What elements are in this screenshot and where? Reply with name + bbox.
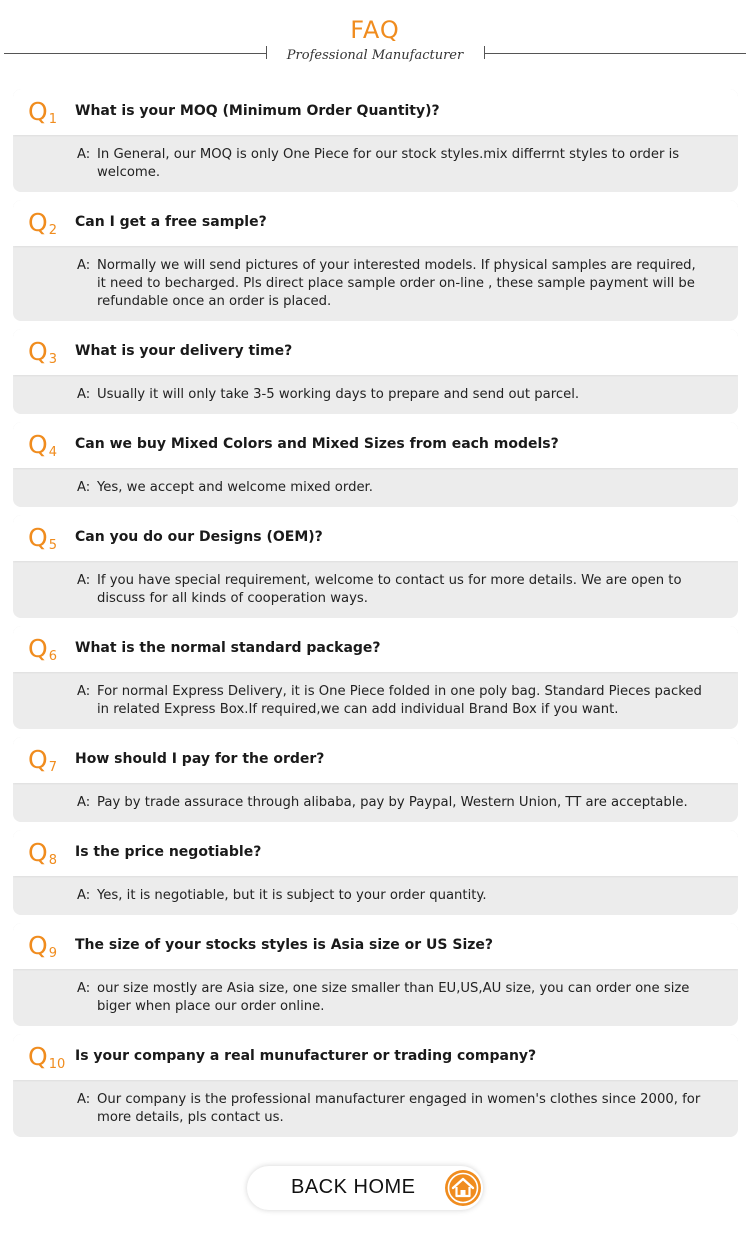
answer-text: In General, our MOQ is only One Piece for our stock styles.mix differrnt styles to order is welcome. (97, 147, 680, 180)
faq-header (0, 0, 750, 80)
faq-list (13, 89, 738, 1145)
faq-item-9 (13, 923, 738, 1026)
question-row (13, 737, 738, 783)
question-mark: Q1 (28, 97, 57, 127)
question-number: 6 (48, 649, 57, 664)
question-mark: Q6 (28, 634, 57, 664)
question-text: What is your MOQ (Minimum Order Quantity)? (75, 103, 440, 119)
answer-prefix: A: (77, 573, 91, 588)
answer-prefix: A: (77, 258, 91, 273)
faq-item-3 (13, 329, 738, 414)
back-home-label: BACK HOME (291, 1176, 416, 1198)
answer-row (13, 561, 738, 618)
answer-row (13, 672, 738, 729)
answer-prefix: A: (77, 147, 91, 162)
back-home-button[interactable] (247, 1166, 483, 1210)
answer-text: Usually it will only take 3-5 working days to prepare and send out parcel. (97, 387, 580, 402)
question-number: 3 (48, 352, 57, 367)
question-mark: Q5 (28, 523, 57, 553)
answer-prefix: A: (77, 888, 91, 903)
faq-item-7 (13, 737, 738, 822)
answer-text: Yes, we accept and welcome mixed order. (97, 480, 373, 495)
question-number: 2 (48, 223, 57, 238)
question-text: Can you do our Designs (OEM)? (75, 529, 323, 545)
answer-row (13, 783, 738, 822)
answer-row (13, 1080, 738, 1137)
question-row (13, 200, 738, 246)
faq-item-5 (13, 515, 738, 618)
page-title: FAQ (350, 16, 400, 44)
answer-text: Pay by trade assurace through alibaba, pay by Paypal, Western Union, TT are acceptable. (97, 795, 688, 810)
question-mark: Q8 (28, 838, 57, 868)
faq-item-6 (13, 626, 738, 729)
question-row (13, 626, 738, 672)
question-number: 7 (48, 760, 57, 775)
question-number: 10 (48, 1057, 66, 1072)
question-text: Is your company a real munufacturer or trading company? (75, 1048, 537, 1064)
faq-item-1 (13, 89, 738, 192)
question-row (13, 329, 738, 375)
answer-prefix: A: (77, 795, 91, 810)
answer-row (13, 468, 738, 507)
answer-text: Normally we will send pictures of your interested models. If physical samples are required, it need to becharged. Pls direct place sample order on-line , these sample payment will be refundable once an order is placed. (97, 258, 696, 309)
question-row (13, 923, 738, 969)
answer-text: Yes, it is negotiable, but it is subject to your order quantity. (97, 888, 487, 903)
question-mark: Q4 (28, 430, 57, 460)
answer-row (13, 135, 738, 192)
answer-prefix: A: (77, 387, 91, 402)
question-mark: Q10 (28, 1042, 66, 1072)
answer-row (13, 375, 738, 414)
question-row (13, 830, 738, 876)
answer-text: our size mostly are Asia size, one size smaller than EU,US,AU size, you can order one size biger when place our order online. (97, 981, 690, 1014)
question-mark: Q7 (28, 745, 57, 775)
question-number: 9 (48, 946, 57, 961)
question-number: 8 (48, 853, 57, 868)
faq-item-10 (13, 1034, 738, 1137)
answer-prefix: A: (77, 981, 91, 996)
question-mark: Q3 (28, 337, 57, 367)
question-text: What is the normal standard package? (75, 640, 381, 656)
answer-prefix: A: (77, 684, 91, 699)
question-number: 4 (48, 445, 57, 460)
answer-text: Our company is the professional manufacturer engaged in women's clothes since 2000, for more details, pls contact us. (97, 1092, 701, 1125)
answer-row (13, 876, 738, 915)
answer-row (13, 246, 738, 321)
question-row (13, 515, 738, 561)
answer-prefix: A: (77, 1092, 91, 1107)
answer-prefix: A: (77, 480, 91, 495)
question-mark: Q9 (28, 931, 57, 961)
question-mark: Q2 (28, 208, 57, 238)
question-text: Can I get a free sample? (75, 214, 267, 230)
question-text: Can we buy Mixed Colors and Mixed Sizes from each models? (75, 436, 559, 452)
question-number: 1 (48, 112, 57, 127)
question-text: What is your delivery time? (75, 343, 293, 359)
question-row (13, 89, 738, 135)
faq-item-4 (13, 422, 738, 507)
answer-row (13, 969, 738, 1026)
question-number: 5 (48, 538, 57, 553)
faq-item-2 (13, 200, 738, 321)
question-text: How should I pay for the order? (75, 751, 325, 767)
question-text: Is the price negotiable? (75, 844, 262, 860)
answer-text: If you have special requirement, welcome to contact us for more details. We are open to discuss for all kinds of cooperation ways. (97, 573, 682, 606)
faq-item-8 (13, 830, 738, 915)
answer-text: For normal Express Delivery, it is One Piece folded in one poly bag. Standard Pieces packed in related Express Box.If required,we can add individual Brand Box if you want. (97, 684, 702, 717)
divider-right (484, 53, 746, 54)
question-row (13, 422, 738, 468)
question-text: The size of your stocks styles is Asia size or US Size? (75, 937, 494, 953)
home-icon (443, 1168, 483, 1208)
page-subtitle: Professional Manufacturer (286, 48, 464, 63)
question-row (13, 1034, 738, 1080)
